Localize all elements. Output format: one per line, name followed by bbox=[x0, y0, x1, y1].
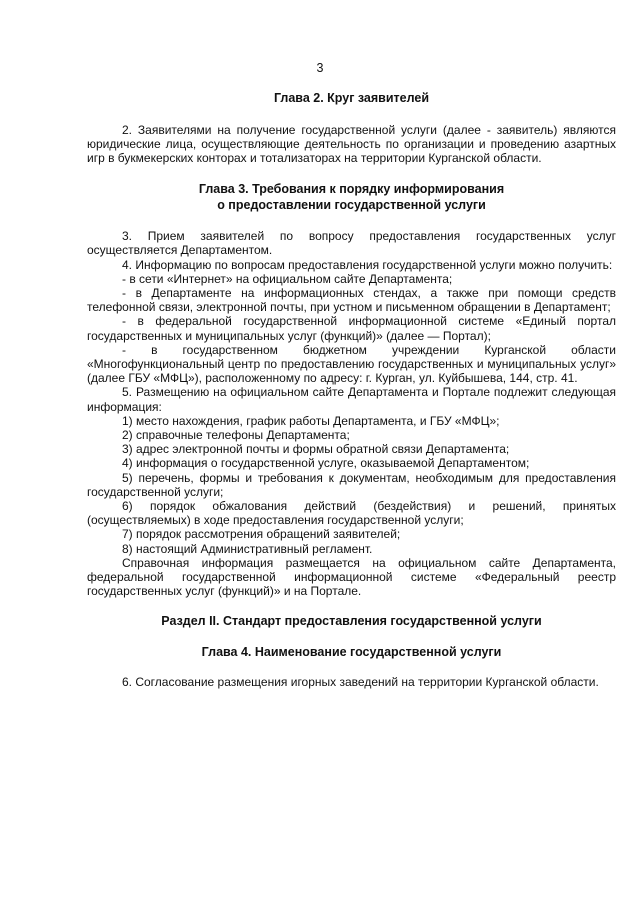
document-body bbox=[87, 91, 616, 690]
section-2-heading: Раздел II. Стандарт предоставления государственной услуги bbox=[161, 614, 542, 629]
list-item-8: 8) настоящий Административный регламент. bbox=[122, 541, 373, 556]
list-item-1: 1) место нахождения, график работы Департамента, и ГБУ «МФЦ»; bbox=[122, 413, 500, 428]
chapter-3-heading-line1: Глава 3. Требования к порядку информирования bbox=[198, 182, 505, 197]
list-item-mfc: - в государственном бюджетном учреждении Курганской области «Многофункциональный центр по предоставлению государственных и муниципальных услуг» (далее ГБУ «МФЦ»), расположенному по адресу: г. Курган, ул. Куйбышева, 144, стр. 41. bbox=[87, 342, 616, 386]
paragraph-3: 3. Прием заявителей по вопросу предоставления государственных услуг осуществляется Департаментом. bbox=[87, 229, 616, 258]
list-item-5: 5) перечень, формы и требования к документам, необходимым для предоставления государственной услуги; bbox=[87, 470, 616, 499]
list-item-portal: - в федеральной государственной информационной системе «Единый портал государственных и муниципальных услуг (функций)» (далее — Портал); bbox=[87, 314, 616, 343]
list-item-6: 6) порядок обжалования действий (бездействия) и решений, принятых (осуществляемых) в ходе предоставления государственной услуги; bbox=[87, 498, 616, 528]
chapter-4-heading: Глава 4. Наименование государственной услуги bbox=[201, 644, 502, 659]
paragraph-6: 6. Согласование размещения игорных заведений на территории Курганской области. bbox=[122, 675, 599, 690]
page-number: 3 bbox=[316, 61, 324, 75]
list-item-2: 2) справочные телефоны Департамента; bbox=[122, 427, 350, 442]
list-item-department: - в Департаменте на информационных стендах, а также при помощи средств телефонной связи, электронной почты, при устном и письменном обращении в Департамент; bbox=[87, 285, 616, 315]
list-item-4: 4) информация о государственной услуге, оказываемой Департаментом; bbox=[122, 456, 530, 471]
list-item-internet: - в сети «Интернет» на официальном сайте Департамента; bbox=[122, 271, 453, 286]
paragraph-5: 5. Размещению на официальном сайте Департамента и Портале подлежит следующая информация: bbox=[87, 385, 616, 414]
reference-info-paragraph: Справочная информация размещается на официальном сайте Департамента, федеральной государственной информационной системе «Федеральный реестр государственных услуг (функций)» и на Портале. bbox=[87, 555, 616, 599]
list-item-3: 3) адрес электронной почты и формы обратной связи Департамента; bbox=[122, 442, 510, 457]
chapter-2-heading: Глава 2. Круг заявителей bbox=[273, 91, 430, 105]
paragraph-2: 2. Заявителями на получение государственной услуги (далее - заявитель) являются юридические лица, осуществляющие деятельность по организации и проведению азартных игр в букмекерских конторах и тотализаторах на территории Курганской области. bbox=[87, 122, 616, 165]
list-item-7: 7) порядок рассмотрения обращений заявителей; bbox=[122, 527, 401, 542]
chapter-3-heading-line2: о предоставлении государственной услуги bbox=[217, 197, 486, 212]
paragraph-4: 4. Информацию по вопросам предоставления государственной услуги можно получить: bbox=[122, 257, 613, 272]
